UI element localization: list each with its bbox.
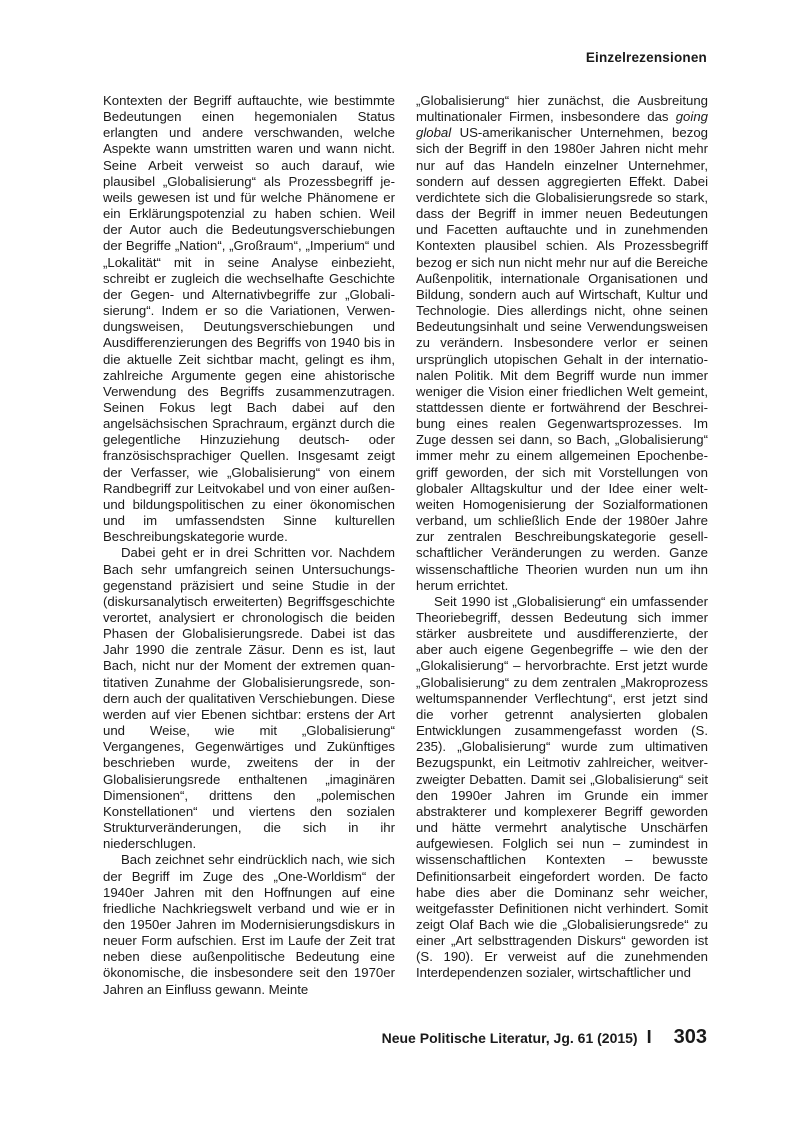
page-number: 303 — [673, 1026, 707, 1048]
journal-citation: Neue Politische Literatur, Jg. 61 (2015) — [381, 1030, 638, 1046]
right-column — [416, 93, 708, 982]
section-header: Einzelrezensionen — [585, 50, 707, 65]
going-global-emphasis: going global — [416, 109, 708, 141]
right-paragraph-1 — [416, 93, 708, 594]
left-paragraph-3: Bach zeichnet sehr eindrücklich nach, wie sich der Begriff im Zuge des „One-Worldism“ der 1940er Jahren mit den Hoffnungen auf eine friedliche Nachkriegswelt verband und wie er in den 1950er Jahren im Modernisierungsdiskurs in neuer Form aufschien. Erst im Laufe der Zeit trat neben diese außenpolitische Bedeutung eine ökonomische, die insbesondere seit den 1970er Jahren an Einfluss gewann. Meinte — [103, 852, 395, 997]
left-paragraph-1: Kontexten der Begriff auftauchte, wie bestimmte Bedeutungen einen hegemonialen Status erlangten und andere verschwanden, welche Aspekte wann umstritten waren und wann nicht. Seine Arbeit verweist so auch darauf, wie plausibel „Globalisierung“ als Prozessbegriff jeweils gewesen ist und für welche Phänomene er ein Erklärungspotenzial zu haben schien. Weil der Autor auch die Bedeutungsverschiebungen der Begriffe „Nation“, „Großraum“, „Imperium“ und „Lokalität“ mit in seine Analyse einbezieht, schreibt er zugleich die wechselhafte Geschichte der Gegen- und Alternativbegriffe zur „Globalisierung“. Indem er so die Variationen, Verwendungsweisen, Deutungsverschiebungen und Ausdifferenzierungen des Begriffs von 1940 bis in die aktuelle Zeit sichtbar macht, gelingt es ihm, zahlreiche Argumente gegen eine ahistorische Verwendung des Begriffs zusammenzutragen. Seinen Fokus legt Bach dabei auf den angelsächsischen Sprachraum, ergänzt durch die gelegentliche Hinzuziehung deutsch- oder französischsprachiger Quellen. Insgesamt zeigt der Verfasser, wie „Globalisierung“ von einem Randbegriff zur Leitvokabel und von einer außen- und bildungspolitischen zu einer ökonomischen und im umfassendsten Sinne kulturellen Beschreibungskategorie wurde. — [103, 93, 395, 545]
right-paragraph-2: Seit 1990 ist „Globalisierung“ ein umfassender Theoriebegriff, dessen Bedeutung sich immer stärker ausbreitete und ausdifferenzierte, der aber auch eigene Gegenbegriffe – wie den der „Glokalisierung“ – hervorbrachte. Erst jetzt wurde „Globalisierung“ zu dem zentralen „Makroprozess weltumspannender Verflechtung“, erst jetzt sind die vorher getrennt analysierten globalen Entwicklungen zusammengefasst worden (S. 235). „Globalisierung“ wurde zum ultimativen Bezugspunkt, ein Leitmotiv zahlreicher, weitverzweigter Debatten. Damit sei „Globalisierung“ seit den 1990er Jahren im Grunde ein immer abstrakterer und komplexerer Begriff geworden und hätte vermehrt analytische Unschärfen aufgewiesen. Folglich sei nun – zumindest in wissenschaftlichen Kontexten – bewusste Definitionsarbeit eingefordert worden. De facto habe dies aber die Dominanz sehr weicher, weitgefasster Definitionen nicht verhindert. Somit zeigt Olaf Bach wie die „Globalisierungsrede“ zu einer „Art selbsttragenden Diskurs“ geworden ist (S. 190). Er verweist auf die zunehmenden Interdependenzen sozialer, wirtschaftlicher und — [416, 593, 708, 981]
right-paragraph-1-start: „Globalisierung“ hier zunächst, die Ausbreitung multinationaler Firmen, insbesondere das — [416, 93, 708, 125]
left-paragraph-2: Dabei geht er in drei Schritten vor. Nachdem Bach sehr umfangreich seinen Untersuchungsgegenstand präzisiert und seine Studie in der (diskursanalytisch erweiterten) Begriffsgeschichte verortet, analysiert er chronologisch die beiden Phasen der Globalisierungsrede. Dabei ist das Jahr 1990 die zentrale Zäsur. Denn es ist, laut Bach, nicht nur der Moment der extremen quantitativen Zunahme der Globalisierungsrede, sondern auch der qualitativen Verschiebungen. Diese werden auf vier Ebenen sichtbar: erstens der Art und Weise, wie mit „Globalisierung“ Vergangenes, Gegenwärtiges und Zukünftiges beschrieben wurde, zweitens der in der Globalisierungsrede enthaltenen „imaginären Dimensionen“, drittens den „polemischen Konstellationen“ und viertens den sozialen Strukturveränderungen, die sich in ihr niederschlugen. — [103, 545, 395, 852]
footer-separator: I — [646, 1027, 652, 1047]
page-footer — [382, 1026, 707, 1049]
right-paragraph-1-end: US-amerikanischer Unternehmen, bezog sich der Begriff in den 1980er Jahren nicht mehr nur auf das Handeln einzelner Unternehmer, sondern auf dessen aggregierten Effekt. Dabei verdichtete sich die Globalisierungsrede so stark, dass der Begriff in immer neuen Bedeutungen und Facetten auftauchte und in zunehmenden Kontexten plausibel schien. Als Prozessbegriff bezog er sich nun nicht mehr nur auf die Bereiche Außenpolitik, internationale Organisationen und Bildung, sondern auch auf Wirtschaft, Kultur und Technologie. Dies allerdings nicht, ohne seinen Bedeutungsinhalt und seine Verwendungsweisen zu verändern. Insbesondere verlor er seinen ursprünglich utopischen Gehalt in der internationalen Politik. Mit dem Begriff wurde nun immer weniger die Vision einer friedlichen Welt gemeint, stattdessen diente er fortwährend der Beschreibung eines realen Gegenwartsprozesses. Im Zuge dessen sei dann, so Bach, „Globalisierung“ immer mehr zu einem allgemeinen Epochenbegriff geworden, der sich mit Vorstellungen von globaler Alltagskultur und der Idee einer weltweiten Homogenisierung der Sozialformationen verband, um schließlich Ende der 1980er Jahre zur zentralen Beschreibungskategorie gesellschaftlicher Veränderungen zu werden. Ganze wissenschaftliche Theorien wurden nun um ihn herum errichtet. — [416, 125, 708, 593]
left-column — [103, 93, 395, 998]
